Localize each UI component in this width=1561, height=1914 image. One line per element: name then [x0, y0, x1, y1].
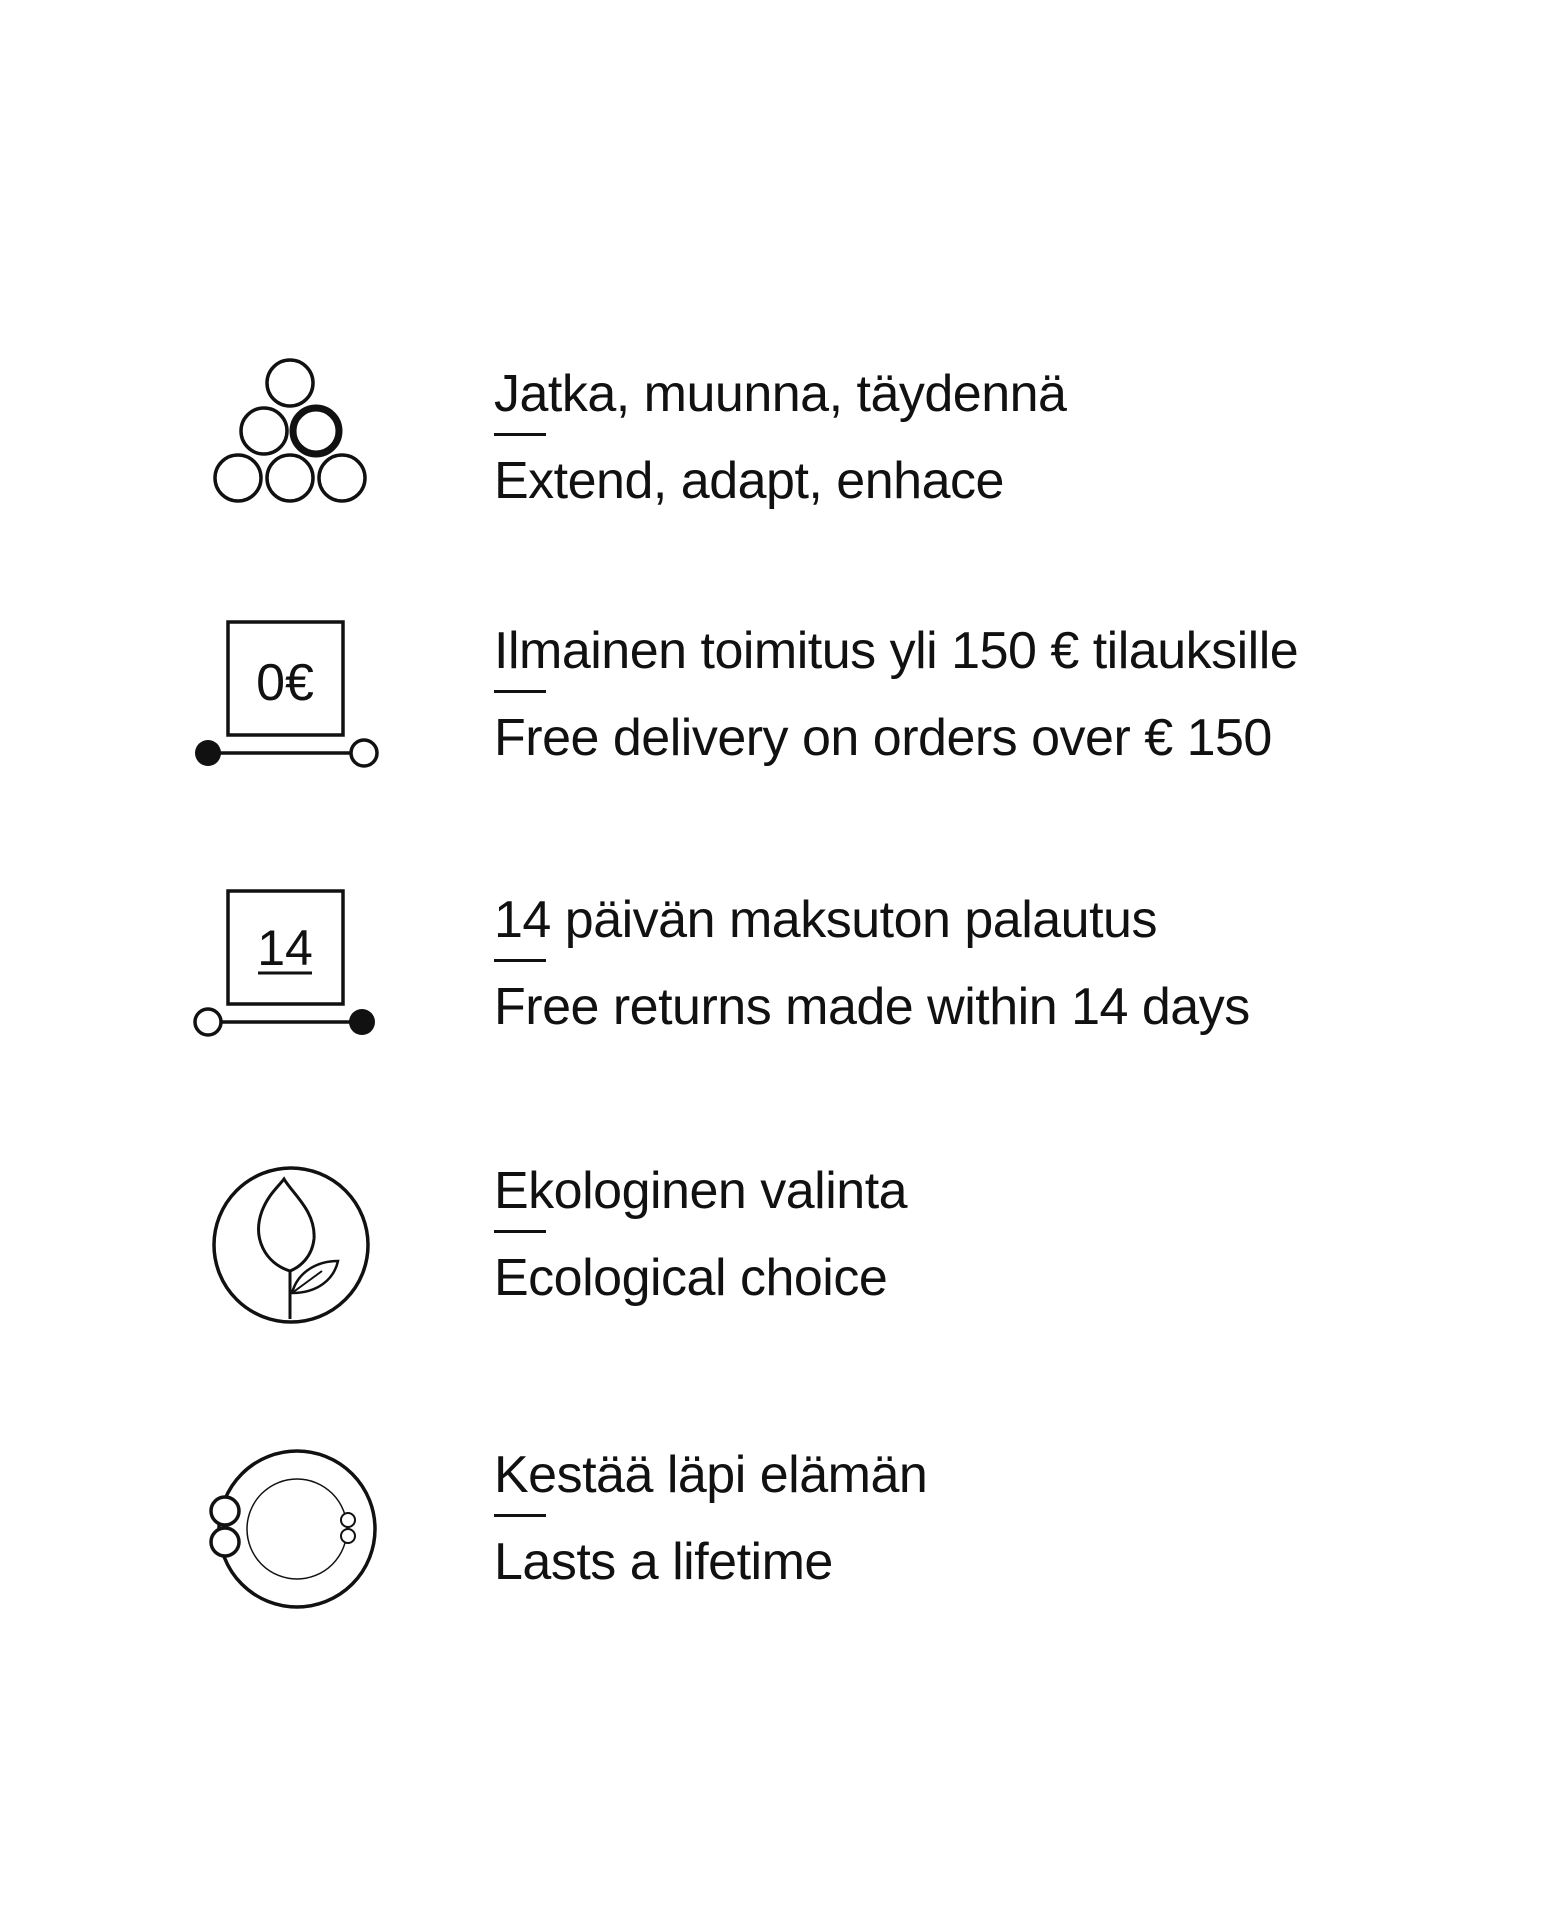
ring-lifetime-icon [180, 1439, 400, 1639]
free-delivery-box-label: 0€ [256, 654, 314, 712]
feature-title-fi: 14 päivän maksuton palautus [494, 891, 1157, 949]
feature-title-en: Extend, adapt, enhace [494, 452, 1004, 510]
feature-title-en: Free delivery on orders over € 150 [494, 709, 1272, 767]
free-delivery-box-icon [180, 610, 400, 810]
feature-title-fi: Ilmainen toimitus yli 150 € tilauksille [494, 622, 1299, 680]
divider-dash [494, 1230, 546, 1233]
leaf-sprout-icon [180, 1153, 400, 1353]
divider-dash [494, 959, 546, 962]
feature-title-fi: Kestää läpi elämän [494, 1446, 928, 1504]
feature-text [494, 1444, 927, 1593]
feature-title-fi: Ekologinen valinta [494, 1162, 908, 1220]
feature-free-delivery [0, 620, 1561, 820]
feature-title-en: Free returns made within 14 days [494, 978, 1250, 1036]
feature-text [494, 889, 1250, 1038]
divider-dash [494, 690, 546, 693]
feature-text [494, 1160, 907, 1309]
feature-title-en: Lasts a lifetime [494, 1533, 833, 1591]
divider-dash [494, 1514, 546, 1517]
feature-title-fi: Jatka, muunna, täydennä [494, 365, 1067, 423]
feature-title-en: Ecological choice [494, 1249, 888, 1307]
stacked-circles-icon [180, 353, 400, 553]
feature-lifetime [0, 1444, 1561, 1644]
returns-box-label: 14 [257, 920, 313, 976]
feature-ecological [0, 1160, 1561, 1360]
feature-text [494, 620, 1298, 769]
returns-box-icon [180, 879, 400, 1079]
feature-text [494, 363, 1066, 512]
divider-dash [494, 433, 546, 436]
feature-free-returns [0, 889, 1561, 1089]
feature-extend [0, 363, 1561, 563]
